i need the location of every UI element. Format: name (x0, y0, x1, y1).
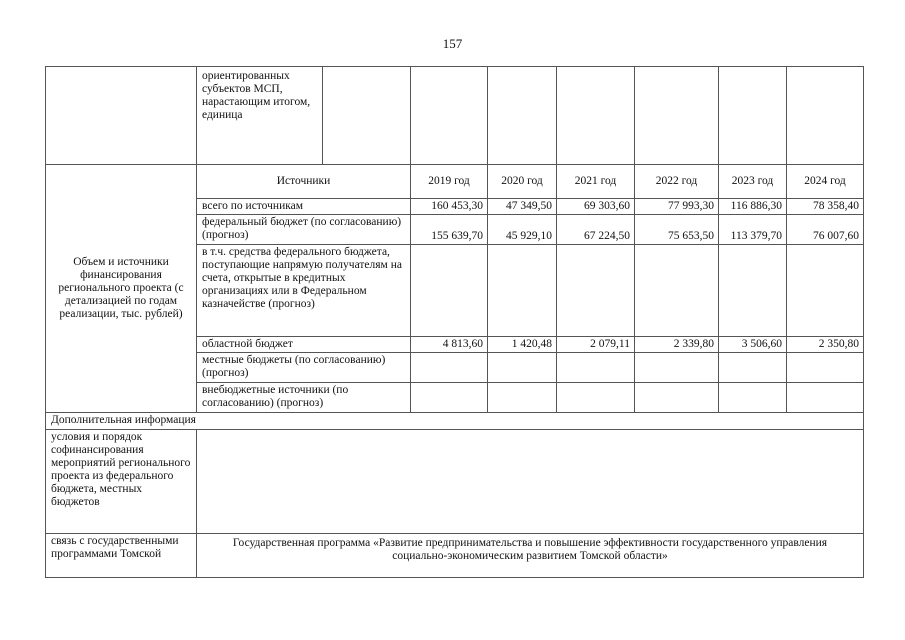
value-cell: 3 506,60 (719, 337, 787, 353)
continued-empty-cell (557, 67, 635, 165)
value-cell (787, 353, 864, 383)
value-cell: 47 349,50 (488, 199, 557, 215)
programs-row (46, 534, 864, 578)
source-name: внебюджетные источники (по согласованию) (прогноз) (197, 383, 411, 413)
value-cell (787, 383, 864, 413)
value-cell (557, 383, 635, 413)
value-cell (635, 383, 719, 413)
value-cell (787, 245, 864, 337)
header-row (46, 165, 864, 199)
value-cell: 2 350,80 (787, 337, 864, 353)
value-cell (719, 245, 787, 337)
continued-label-cell (46, 67, 197, 165)
value-cell: 1 420,48 (488, 337, 557, 353)
financing-table (45, 66, 864, 578)
source-name: всего по источникам (197, 199, 411, 215)
value-cell: 75 653,50 (635, 215, 719, 245)
cofinancing-row (46, 430, 864, 534)
value-cell: 77 993,30 (635, 199, 719, 215)
header-2022: 2022 год (635, 165, 719, 199)
value-cell: 2 079,11 (557, 337, 635, 353)
header-2020: 2020 год (488, 165, 557, 199)
source-name: в т.ч. средства федерального бюджета, поступающие напрямую получателям на счета, открытые в кредитных организациях или в Федеральном казначействе (прогноз) (197, 245, 411, 337)
continued-empty-cell (488, 67, 557, 165)
source-name: федеральный бюджет (по согласованию) (прогноз) (197, 215, 411, 245)
value-cell (557, 353, 635, 383)
header-2024: 2024 год (787, 165, 864, 199)
additional-info-header-row (46, 413, 864, 430)
continued-empty-cell (323, 67, 411, 165)
continued-empty-cell (411, 67, 488, 165)
value-cell: 4 813,60 (411, 337, 488, 353)
value-cell: 2 339,80 (635, 337, 719, 353)
value-cell (488, 353, 557, 383)
value-cell: 155 639,70 (411, 215, 488, 245)
value-cell: 76 007,60 (787, 215, 864, 245)
continued-empty-cell (635, 67, 719, 165)
value-cell: 45 929,10 (488, 215, 557, 245)
value-cell (411, 383, 488, 413)
programs-value: Государственная программа «Развитие предпринимательства и повышение эффективности государственного управления социально-экономическим развитием Томской области» (197, 534, 864, 578)
additional-info-title: Дополнительная информация (46, 413, 864, 430)
value-cell: 160 453,30 (411, 199, 488, 215)
header-2019: 2019 год (411, 165, 488, 199)
value-cell (635, 245, 719, 337)
value-cell (557, 245, 635, 337)
source-name: областной бюджет (197, 337, 411, 353)
financing-label: Объем и источники финансирования регионального проекта (с детализацией по годам реализации, тыс. рублей) (46, 165, 197, 413)
programs-label: связь с государственными программами Томской (46, 534, 197, 578)
value-cell (411, 245, 488, 337)
cofinancing-label: условия и порядок софинансирования мероприятий регионального проекта из федерального бюджета, местных бюджетов (46, 430, 197, 534)
value-cell (411, 353, 488, 383)
header-sources: Источники (197, 165, 411, 199)
continued-row (46, 67, 864, 165)
value-cell: 67 224,50 (557, 215, 635, 245)
value-cell (719, 353, 787, 383)
continued-empty-cell (787, 67, 864, 165)
value-cell: 69 303,60 (557, 199, 635, 215)
value-cell (488, 383, 557, 413)
continued-empty-cell (719, 67, 787, 165)
source-name: местные бюджеты (по согласованию) (прогноз) (197, 353, 411, 383)
cofinancing-value (197, 430, 864, 534)
value-cell: 113 379,70 (719, 215, 787, 245)
value-cell: 78 358,40 (787, 199, 864, 215)
continued-indicator-cell: ориентированных субъектов МСП, нарастающим итогом, единица (197, 67, 323, 165)
value-cell (488, 245, 557, 337)
value-cell (635, 353, 719, 383)
header-2023: 2023 год (719, 165, 787, 199)
header-2021: 2021 год (557, 165, 635, 199)
value-cell: 116 886,30 (719, 199, 787, 215)
value-cell (719, 383, 787, 413)
page-number: 157 (442, 36, 463, 51)
